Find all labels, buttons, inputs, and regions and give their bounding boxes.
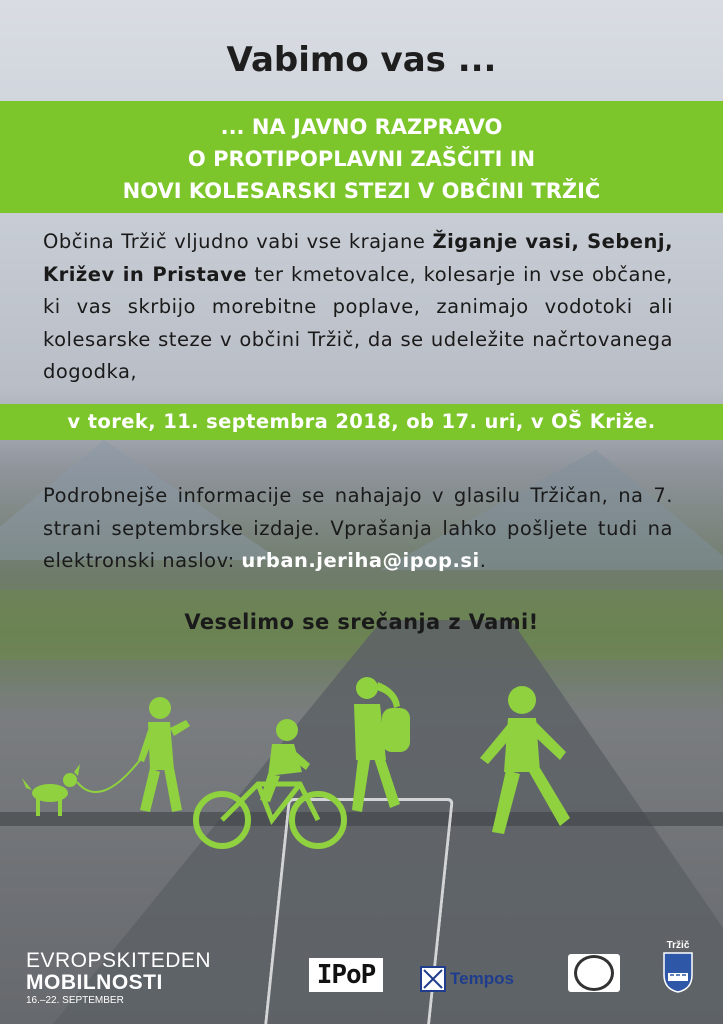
hiker-icon <box>352 677 410 812</box>
headline-line: ... NA JAVNO RAZPRAVO <box>220 115 503 139</box>
dog-icon <box>22 764 80 816</box>
info-end: . <box>479 549 487 572</box>
mobility-week-logo <box>26 950 211 1006</box>
mobility-line2: MOBILNOSTI <box>26 971 163 994</box>
headline-line: NOVI KOLESARSKI STEZI V OBČINI TRŽIČ <box>122 179 601 203</box>
info-paragraph <box>43 480 673 578</box>
crest-label: Tržič <box>666 940 690 951</box>
tempos-label: Tempos <box>450 969 514 988</box>
intro-text-rest: ter kmetovalce, kolesarje in vse občane, ki vas skrbijo morebitne poplave, zanimajo vodotoki ali kolesarske steze v občini Tržič, da se udeležite načrtovanega dogodka, <box>43 262 673 383</box>
figures-illustration <box>0 660 723 860</box>
email-link[interactable]: urban.jeriha@ipop.si <box>241 549 480 572</box>
mobility-line1: EVROPSKITEDEN <box>26 949 212 972</box>
mobility-dates: 16.–22. SEPTEMBER <box>26 995 124 1006</box>
walker-icon <box>138 697 190 812</box>
crest-shield <box>662 951 694 993</box>
headline-band <box>0 101 723 213</box>
event-date-band: v torek, 11. septembra 2018, ob 17. uri, v OŠ Križe. <box>0 404 723 440</box>
villages-text: Žiganje vasi, Sebenj, Križev in Pristave <box>43 230 673 286</box>
seal-logo-icon <box>568 954 620 992</box>
info-text: Podrobnejše informacije se nahajajo v glasilu Tržičan, na 7. strani septembrske izdaje. Vprašanja lahko pošljete tudi na elektronski naslov: <box>43 484 673 572</box>
cyclist-icon <box>196 719 344 846</box>
runner-icon <box>480 686 570 834</box>
tempos-mark-icon <box>420 966 446 992</box>
intro-text: Občina Tržič vljudno vabi vse krajane <box>43 230 433 253</box>
ipop-logo: IPoP <box>309 958 383 992</box>
intro-paragraph <box>43 226 673 389</box>
headline-line: O PROTIPOPLAVNI ZAŠČITI IN <box>187 147 536 171</box>
tempos-logo <box>420 964 514 994</box>
page-title: Vabimo vas ... <box>226 40 497 80</box>
crest-icon <box>662 940 694 996</box>
leash <box>77 760 140 792</box>
closing-text: Veselimo se srečanja z Vami! <box>184 610 539 634</box>
seal-ring <box>574 955 614 991</box>
